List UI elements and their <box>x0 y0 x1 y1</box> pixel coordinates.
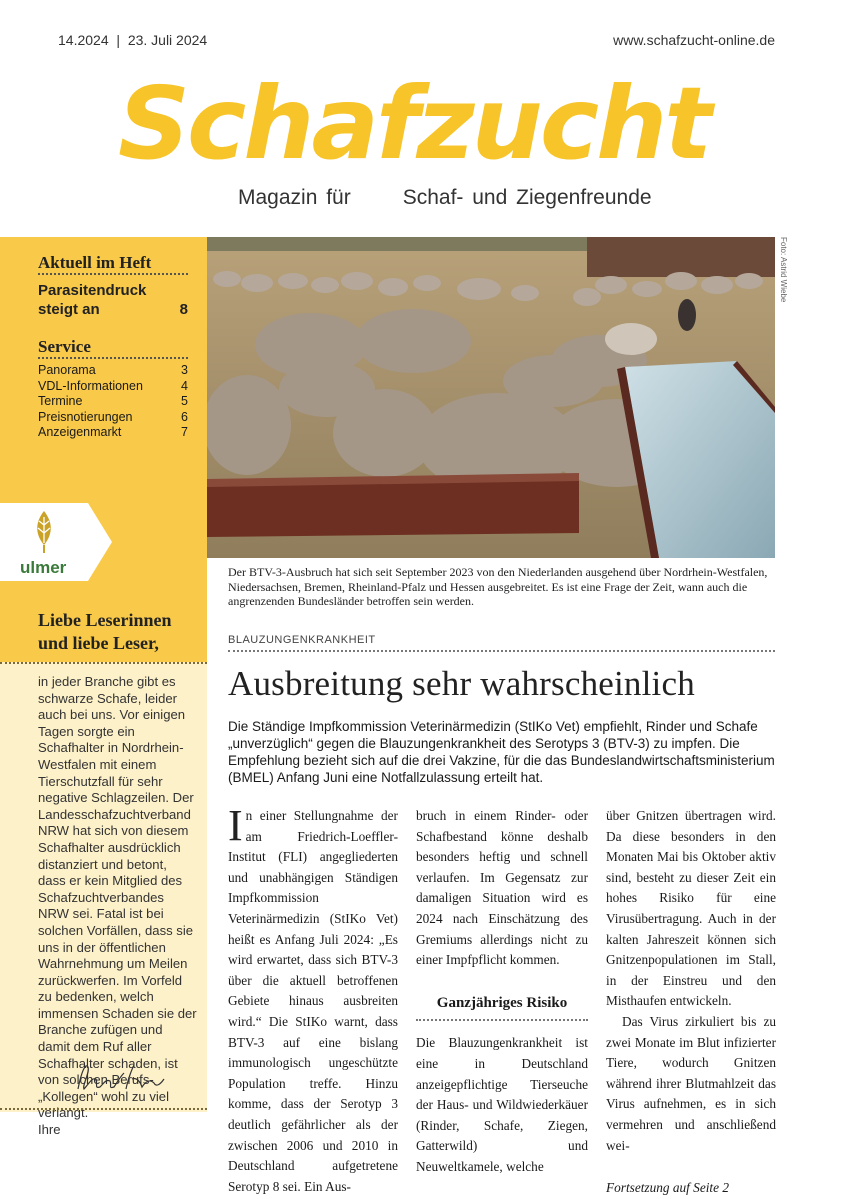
feature-page-number: 8 <box>179 301 188 318</box>
magazine-tagline <box>238 186 652 210</box>
issue-separator: | <box>116 32 121 48</box>
feature-title: Parasitendruck steigt an <box>38 282 147 318</box>
sidebar-service-title: Service <box>38 337 91 356</box>
column-1-text: n einer Stellungnahme der am Friedrich-Loeffler-Institut (FLI) angegliederten und unabhängigen Ständigen Impfkommission Veterinärmedizin (StIKo Vet) heißt es Anfang Juli 2024: „Es wird erwartet, dass sich BTV-3 über die aktuell betroffenen Gebiete hinaus ausbreiten wird.“ Die StIKo warnt, dass BTV-3 auf eine bislang immunologisch ungeschützte Population treffe. Hinzu komme, dass der Serotyp 3 deutlich gefährlicher als der zwischen 2006 und 2010 in Deutschland aufgetretene Serotyp 8 sei. Ein Aus- <box>228 808 398 1194</box>
sidebar-feature-item[interactable] <box>38 281 188 319</box>
editorial-divider <box>0 1108 207 1110</box>
article-headline: Ausbreitung sehr wahrscheinlich <box>228 664 695 703</box>
article-column-3 <box>606 806 776 1199</box>
website-link[interactable]: www.schafzucht-online.de <box>613 32 775 48</box>
publisher-name: ulmer <box>20 558 67 577</box>
editorial-divider <box>0 662 207 664</box>
column-3-text-a: über Gnitzen übertragen wird. Da diese besonders in den Monaten Mai bis Oktober aktiv sind, besteht zu dieser Zeit ein hohes Risiko für eine Virusübertragung. Auch in der kalten Jahreszeit können sich Gnitzenpopulationen im Stall, in der Einstreu und den Misthaufen entwickeln. <box>606 808 776 1009</box>
subheading-divider <box>416 1019 588 1021</box>
photo-caption: Der BTV-3-Ausbruch hat sich seit September 2023 von den Niederlanden ausgehend über Nordrhein-Westfalen, Niedersachsen, Bremen, Rheinland-Pfalz und Hessen ausgebreitet. Es ist eine Frage der Zeit, wann auch die angrenzenden Bundesländer betroffen sein werden. <box>228 565 768 608</box>
cover-photo-sheep <box>207 237 775 558</box>
article-column-2 <box>416 806 588 1178</box>
ulmer-logo <box>0 503 112 581</box>
photo-credit-text: Foto: Astrid Wiebe <box>779 237 788 303</box>
service-label: VDL-Informationen <box>38 378 143 393</box>
article-kicker: BLAUZUNGENKRANKHEIT <box>228 634 376 646</box>
sidebar-divider <box>38 273 188 275</box>
service-page: 7 <box>181 425 188 439</box>
drop-cap: I <box>228 801 243 850</box>
tagline-right: Schaf- und Ziegenfreunde <box>402 186 652 209</box>
service-page: 5 <box>181 394 188 408</box>
continued-link[interactable]: Fortsetzung auf Seite 2 <box>606 1180 729 1196</box>
editorial-heading: Liebe Leserinnen und liebe Leser, <box>38 610 172 653</box>
publication-date: 23. Juli 2024 <box>127 32 208 48</box>
tagline-left: Magazin für <box>238 186 351 209</box>
service-label: Termine <box>38 394 83 408</box>
sidebar-section-title: Aktuell im Heft <box>38 253 152 272</box>
photo-credit <box>776 237 790 317</box>
article-column-1 <box>228 801 398 1197</box>
service-item[interactable] <box>38 425 188 441</box>
column-2-text-b: Die Blauzungenkrankheit ist eine in Deutschland anzeigepflichtige Tierseuche der Haus- und Wildwiederkäuer (Rinder, Schafe, Ziegen, Gatterwild) und Neuweltkamele, welche <box>416 1035 588 1174</box>
signature-icon <box>74 1059 170 1097</box>
service-page: 6 <box>181 409 188 424</box>
service-list <box>38 363 188 441</box>
service-item[interactable] <box>38 410 188 426</box>
column-2-text-a: bruch in einem Rinder- oder Schafbestand könne deshalb besonders heftig und schnell verlaufen. Im Gegensatz zur damaligen Situation wird es 2024 nach Einschätzung des Gremiums allerdings nicht zu einer Impfpflicht kommen. <box>416 808 588 968</box>
service-item[interactable] <box>38 363 188 379</box>
service-label: Panorama <box>38 363 96 377</box>
article-lead: Die Ständige Impfkommission Veterinärmedizin (StIKo Vet) empfiehlt, Rinder und Schafe „unverzüglich“ gegen die Blauzungenkrankheit des Serotyps 3 (BTV-3) zu impfen. Die Empfehlung bezieht sich auf die drei Vakzine, für die das Bundeslandwirtschaftsministerium (BMEL) Anfang Juni eine Notfallzulassung erteilt hat. <box>228 719 775 785</box>
service-page: 3 <box>181 363 188 377</box>
service-label: Anzeigenmarkt <box>38 425 122 439</box>
kicker-divider <box>228 650 775 652</box>
editorial-closing: Ihre <box>38 1122 61 1138</box>
article-subheading: Ganzjähriges Risiko <box>436 994 568 1011</box>
service-label: Preisnotierungen <box>38 409 133 424</box>
column-3-text-b: Das Virus zirkuliert bis zu zwei Monate im Blut infizierter Tiere, wodurch Gnitzen während ihrer Blutmahlzeit das Virus aufnehmen, es in sich vermehren und anschließend wei- <box>606 1013 776 1153</box>
editorial-text: in jeder Branche gibt es schwarze Schafe, leider auch bei uns. Vor einigen Tagen sorgte ein Schafhalter in Nordrhein-Westfalen mit einem Tierschutzfall für sehr negative Schlagzeilen. Der Landesschafzuchtverband NRW hat sich von diesem Schafhalter ausdrücklich distanziert und betont, dass er kein Mitglied des Schafzuchtverbandes NRW sei. Fatal ist bei solchen Vorfällen, dass sie uns in der öffentlichen Wahrnehmung um Meilen zurückwerfen. Im Vorfeld zu bedenken, welch immensen Schaden sie der Branche zufügen und damit dem Ruf aller Schafhalter schaden, ist von solchen Berufs-„Kollegen“ wohl zu viel verlangt. <box>38 674 197 1121</box>
issue-number: 14.2024 <box>58 32 109 48</box>
magazine-logo: Schafzucht <box>118 65 710 182</box>
service-item[interactable] <box>38 394 188 410</box>
service-item[interactable] <box>38 379 188 395</box>
issue-date <box>58 32 207 48</box>
service-page: 4 <box>181 378 188 393</box>
sidebar-divider <box>38 357 188 359</box>
